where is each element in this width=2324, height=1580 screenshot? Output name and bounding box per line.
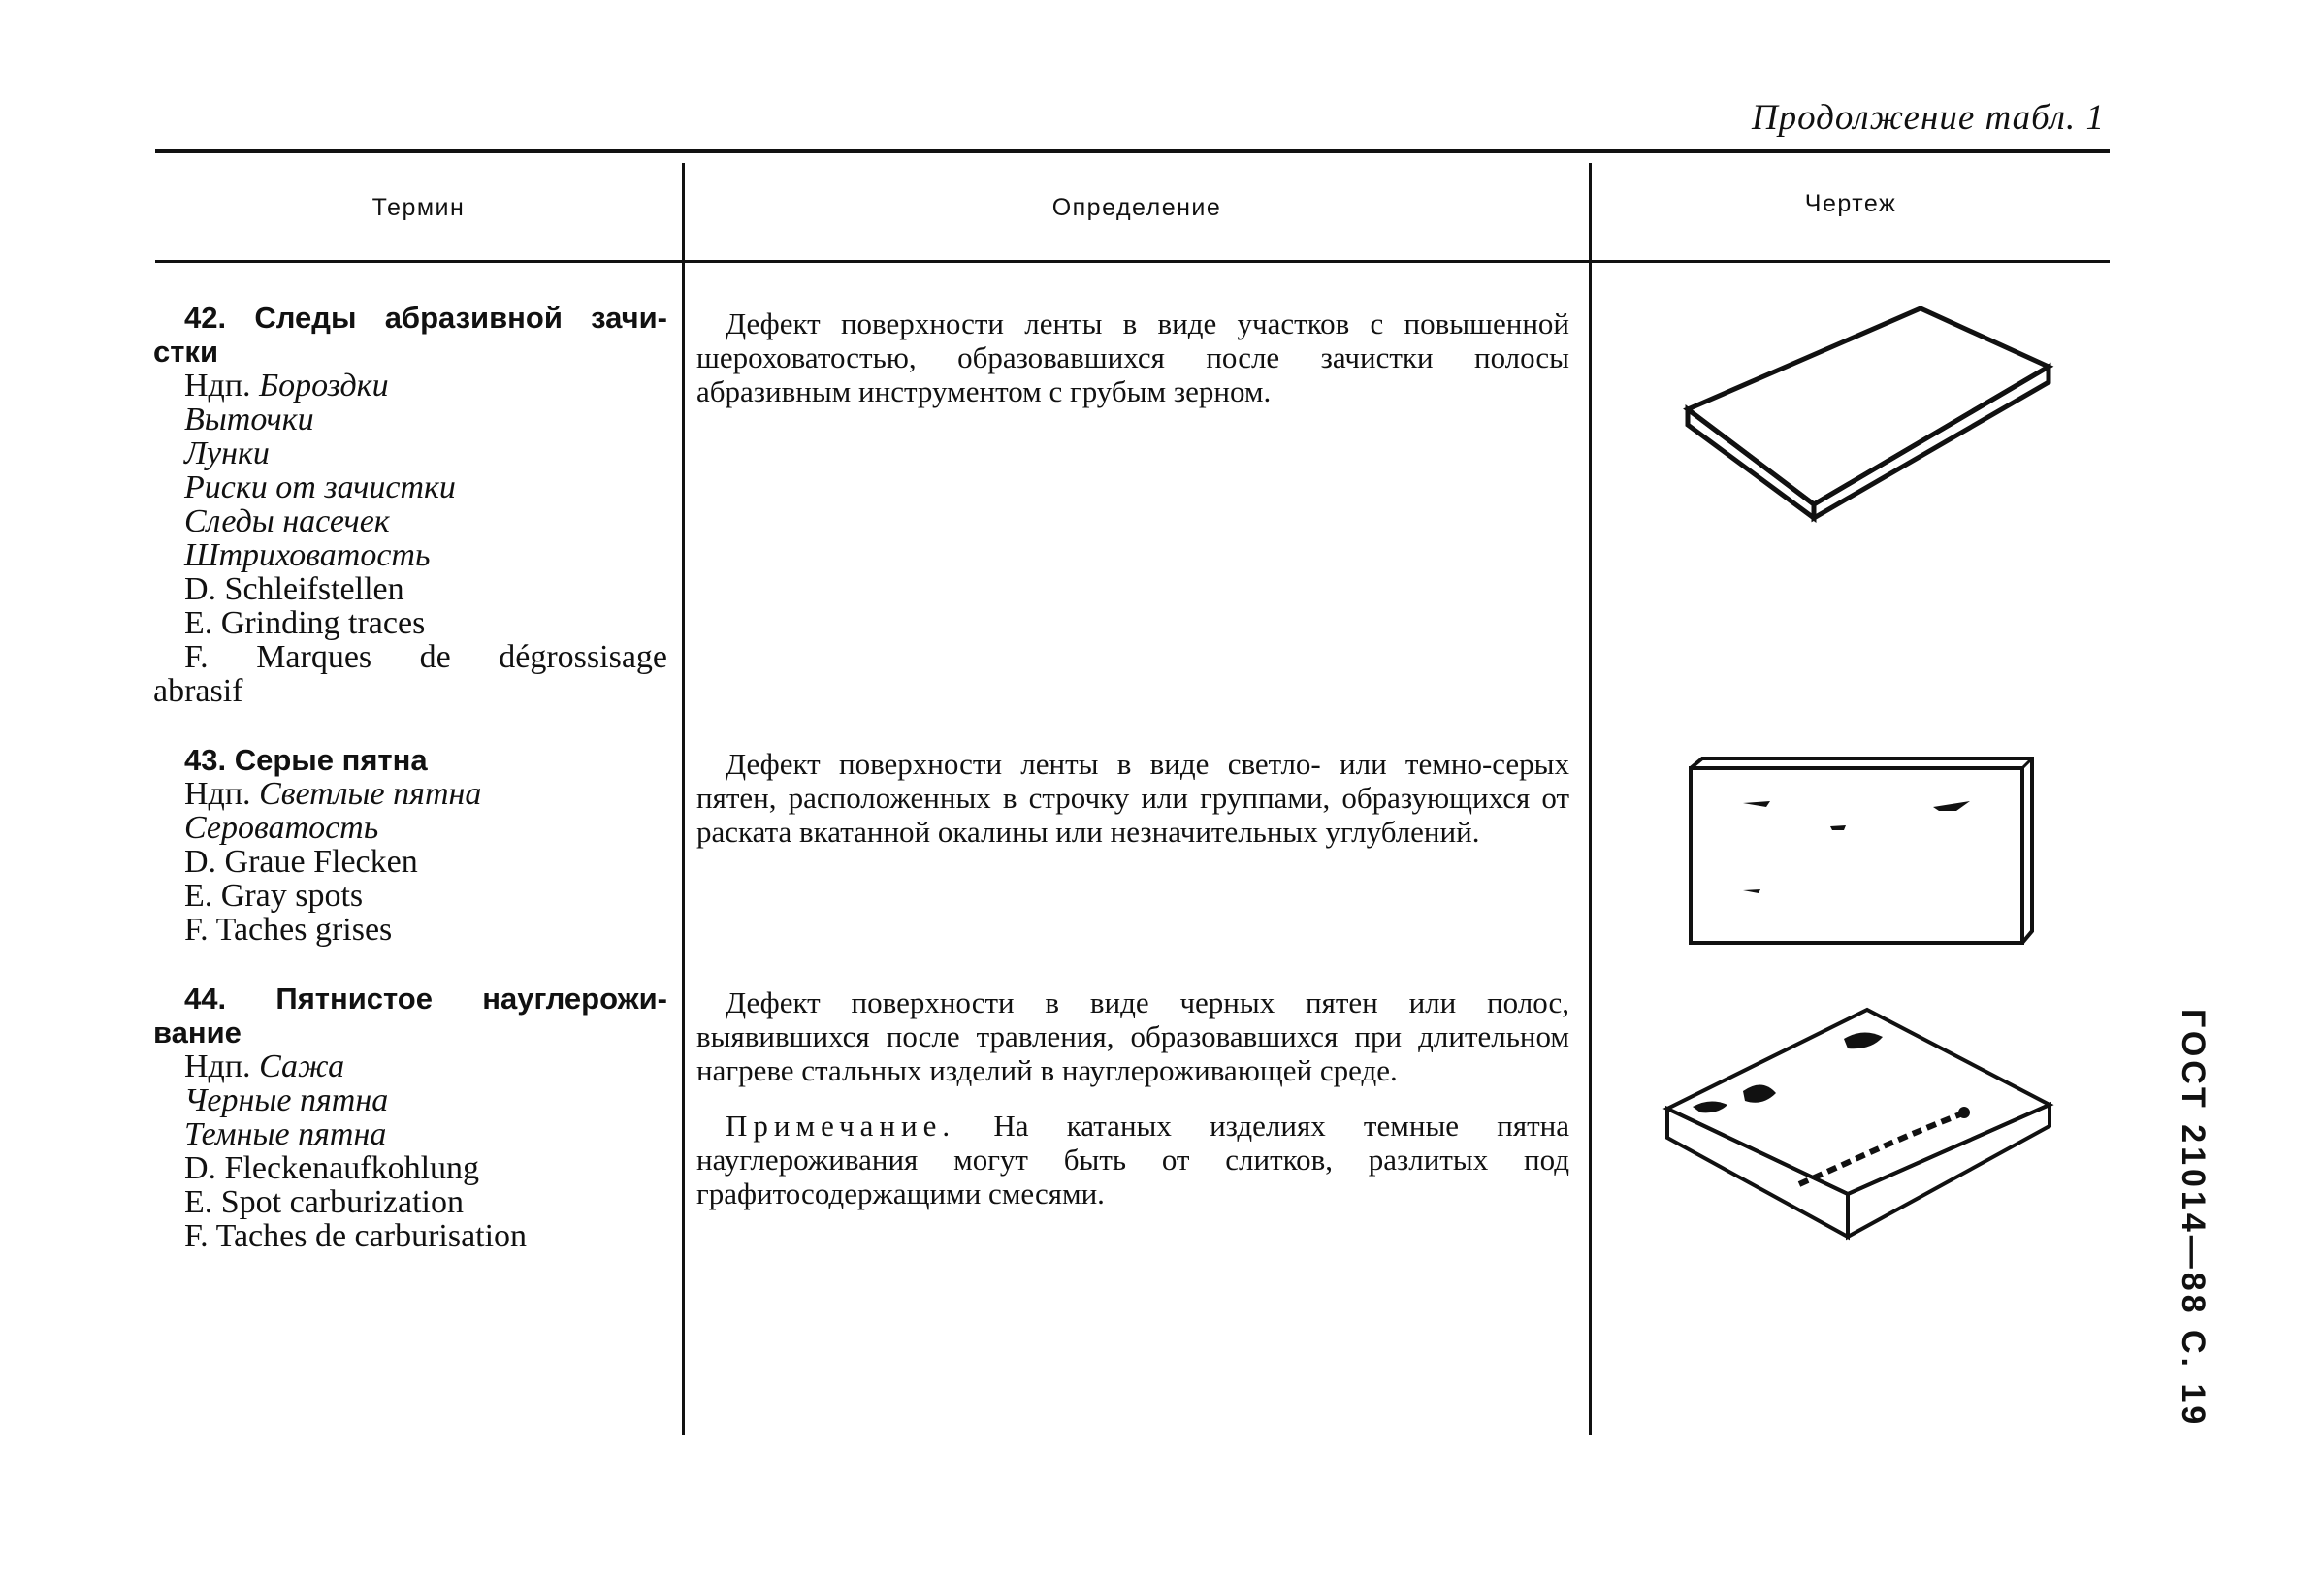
german-term: D. Fleckenaufkohlung	[184, 1150, 480, 1186]
ndp-term: Лунки	[184, 435, 270, 471]
note-text: На катаных изделиях темные пятна науглероживания могут быть от слитков, разлитых под графитосодержащими смесями.	[696, 1109, 1569, 1210]
german-term: D. Graue Flecken	[184, 844, 418, 880]
definition-42	[696, 306, 1569, 408]
definition-text: Дефект поверхности в виде черных пятен или полос, выявившихся после травления, образовавшихся при длительном нагреве стальных изделий в науглероживающей среде.	[696, 985, 1569, 1087]
ndp-term: Штриховатость	[184, 537, 431, 573]
ndp-term: Следы насечек	[184, 503, 390, 539]
note-label: Примечание.	[726, 1109, 956, 1143]
ndp-line	[153, 777, 667, 811]
term-title-cont: стки	[153, 335, 218, 369]
gray-spots-block-icon	[1683, 757, 2051, 951]
term-title: 44. Пятнистое науглерожи-	[184, 982, 667, 1016]
plain-strip-icon	[1668, 301, 2076, 524]
french-term-cont: abrasif	[153, 673, 243, 709]
term-title: 43. Серые пятна	[184, 743, 428, 777]
carburized-block-icon	[1654, 1004, 2061, 1246]
ndp-prefix: Ндп.	[184, 1048, 251, 1084]
ndp-term: Сероватость	[184, 810, 379, 846]
ndp-term: Светлые пятна	[259, 776, 482, 812]
header-bottom-rule	[155, 260, 2110, 263]
ndp-line	[153, 1049, 667, 1083]
header-term: Термин	[371, 194, 466, 221]
header-drawing: Чертеж	[1804, 190, 1897, 217]
ndp-term: Сажа	[259, 1048, 345, 1084]
ndp-prefix: Ндп.	[184, 368, 251, 403]
table-continuation-note: Продолжение табл. 1	[1751, 98, 2105, 138]
ndp-term: Выточки	[184, 402, 314, 437]
definition-44	[696, 985, 1569, 1210]
column-divider-2	[1589, 163, 1592, 1435]
header-definition: Определение	[1051, 194, 1222, 221]
definition-text: Дефект поверхности ленты в виде светло- или темно-серых пятен, расположенных в строчку или группами, образующихся от раската вкатанной окалины или незначительных углублений.	[696, 747, 1569, 849]
french-term: F. Taches de carburisation	[184, 1218, 528, 1254]
ndp-prefix: Ндп.	[184, 776, 251, 812]
english-term: E. Grinding traces	[184, 605, 426, 641]
ndp-term: Темные пятна	[184, 1116, 387, 1152]
term-entry-42	[153, 301, 667, 708]
definition-text: Дефект поверхности ленты в виде участков с повышенной шероховатостью, образовавшихся после зачистки полосы абразивным инструментом с грубым зерном.	[696, 306, 1569, 408]
ndp-line	[153, 369, 667, 403]
table-top-rule	[155, 149, 2110, 153]
english-term: E. Spot carburization	[184, 1184, 464, 1220]
term-entry-43	[153, 743, 667, 947]
definition-note	[696, 1109, 1569, 1210]
term-title: 42. Следы абразивной зачи-	[184, 301, 667, 335]
french-term: F. Taches grises	[184, 912, 393, 948]
ndp-term: Черные пятна	[184, 1082, 389, 1118]
french-term: F. Marques de dégrossisage	[184, 639, 667, 675]
ndp-term: Бороздки	[259, 368, 389, 403]
ndp-term: Риски от зачистки	[184, 469, 456, 505]
term-title-cont: вание	[153, 1016, 242, 1049]
term-entry-44	[153, 982, 667, 1253]
german-term: D. Schleifstellen	[184, 571, 404, 607]
column-divider-1	[682, 163, 685, 1435]
document-code-side-label: ГОСТ 21014—88 С. 19	[2175, 1009, 2211, 1429]
english-term: E. Gray spots	[184, 878, 364, 914]
definition-43	[696, 747, 1569, 849]
